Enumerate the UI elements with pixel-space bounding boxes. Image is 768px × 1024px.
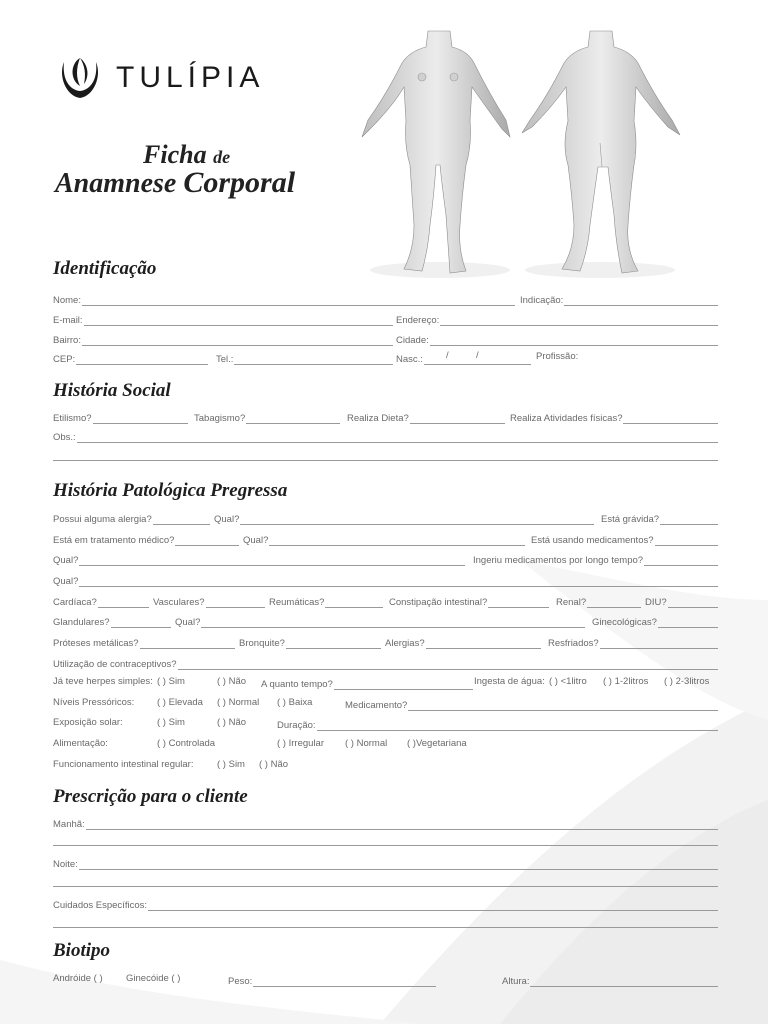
reumaticas-line[interactable] <box>325 597 383 608</box>
ginecoide-option[interactable]: Ginecóide ( ) <box>126 973 181 984</box>
endereco-label: Endereço: <box>396 315 440 326</box>
alergia-label: Possui alguma alergia? <box>53 514 152 525</box>
tratamento-label: Está em tratamento médico? <box>53 535 175 546</box>
ginecologicas-field[interactable] <box>592 614 718 628</box>
tratamento-qual-line[interactable] <box>269 535 525 546</box>
tabagismo-line[interactable] <box>246 413 340 424</box>
tel-label: Tel.: <box>216 354 234 365</box>
row-obs <box>53 429 718 443</box>
quanto-tempo-label: A quanto tempo? <box>261 679 333 690</box>
intestinal-sim-option[interactable]: ( ) Sim <box>217 759 245 770</box>
dieta-label: Realiza Dieta? <box>347 413 409 424</box>
altura-field[interactable] <box>502 973 718 987</box>
duracao-line[interactable] <box>317 720 718 731</box>
vasculares-label: Vasculares? <box>153 597 205 608</box>
row-biotipo <box>53 973 718 987</box>
alergias-label: Alergias? <box>385 638 425 649</box>
row-alergia <box>53 511 718 525</box>
ginecologicas-line[interactable] <box>658 617 718 628</box>
nasc-field[interactable] <box>396 351 531 365</box>
atividades-line[interactable] <box>623 413 718 424</box>
row-cep <box>53 351 718 365</box>
row-nome <box>53 292 718 306</box>
glandulares-qual-label: Qual? <box>175 617 201 628</box>
cidade-label: Cidade: <box>396 335 429 346</box>
obs-extra-line[interactable] <box>53 460 718 461</box>
agua-label: Ingesta de água: <box>474 676 545 687</box>
etilismo-label: Etilismo? <box>53 413 92 424</box>
row-contraceptivos <box>53 656 718 670</box>
medicamento-label: Medicamento? <box>345 700 408 711</box>
row-noite <box>53 856 718 870</box>
email-line[interactable] <box>84 315 393 326</box>
androide-option[interactable]: Andróide ( ) <box>53 973 103 984</box>
herpes-sim-option[interactable]: ( ) Sim <box>157 676 185 687</box>
manha-extra-line[interactable] <box>53 845 718 846</box>
title-corporal: Corporal <box>183 166 296 199</box>
medicamentos-qual-line[interactable] <box>79 555 465 566</box>
constipacao-line[interactable] <box>488 597 549 608</box>
etilismo-line[interactable] <box>93 413 188 424</box>
alergia-qual-label: Qual? <box>214 514 240 525</box>
reumaticas-field[interactable] <box>269 594 383 608</box>
intestinal-nao-option[interactable]: ( ) Não <box>259 759 289 770</box>
alimentacao-irregular-option[interactable]: ( ) Irregular <box>277 738 324 749</box>
row-exposicao <box>53 717 718 731</box>
bronquite-label: Bronquite? <box>239 638 285 649</box>
row-qual <box>53 573 718 587</box>
atividades-label: Realiza Atividades físicas? <box>510 413 623 424</box>
longo-tempo-qual-label: Qual? <box>53 576 79 587</box>
intestinal-label: Funcionamento intestinal regular: <box>53 759 194 770</box>
title-de: de <box>213 147 231 167</box>
section-biotipo-title: Biotipo <box>53 940 111 961</box>
endereco-field[interactable] <box>396 312 718 326</box>
agua-option-2[interactable]: ( ) 1-2litros <box>603 676 649 687</box>
front-body-figure <box>362 31 510 273</box>
vasculares-line[interactable] <box>206 597 265 608</box>
renal-field[interactable] <box>556 594 641 608</box>
title-ficha: Ficha <box>143 140 207 169</box>
cuidados-label: Cuidados Específicos: <box>53 900 147 911</box>
section-historia-social-title: História Social <box>53 380 171 401</box>
cardiaca-label: Cardíaca? <box>53 597 97 608</box>
cep-label: CEP: <box>53 354 76 365</box>
indicacao-line[interactable] <box>564 295 718 306</box>
nasc-slash-1: / <box>445 350 449 361</box>
reumaticas-label: Reumáticas? <box>269 597 325 608</box>
tratamento-field[interactable] <box>53 532 239 546</box>
pressoricos-label: Níveis Pressóricos: <box>53 697 135 708</box>
nasc-label: Nasc.: <box>396 354 423 365</box>
alergia-field[interactable] <box>53 511 210 525</box>
medicamentos-label: Está usando medicamentos? <box>531 535 654 546</box>
bronquite-line[interactable] <box>286 638 381 649</box>
duracao-label: Duração: <box>277 720 316 731</box>
row-doencas <box>53 594 718 608</box>
row-social <box>53 410 718 424</box>
obs-line[interactable] <box>77 432 718 443</box>
nome-label: Nome: <box>53 295 81 306</box>
cardiaca-field[interactable] <box>53 594 149 608</box>
pressao-normal-option[interactable]: ( ) Normal <box>217 697 260 708</box>
duracao-field[interactable] <box>277 717 718 731</box>
alimentacao-label: Alimentação: <box>53 738 108 749</box>
proteses-line[interactable] <box>140 638 235 649</box>
agua-option-1[interactable]: ( ) <1litro <box>549 676 587 687</box>
manha-label: Manhã: <box>53 819 85 830</box>
ginecologicas-label: Ginecológicas? <box>592 617 657 628</box>
atividades-field[interactable] <box>510 410 718 424</box>
brand-name: TULÍPIA <box>116 61 265 94</box>
email-label: E-mail: <box>53 315 83 326</box>
tratamento-qual-field[interactable] <box>243 532 525 546</box>
medicamentos-field[interactable] <box>531 532 718 546</box>
manha-line[interactable] <box>86 819 718 830</box>
brand-logo <box>58 54 264 102</box>
medicamentos-qual-label: Qual? <box>53 555 79 566</box>
alimentacao-controlada-option[interactable]: ( ) Controlada <box>157 738 216 749</box>
medicamento-field[interactable] <box>345 697 718 711</box>
row-manha <box>53 816 718 830</box>
tulip-logo-icon <box>58 54 102 102</box>
pressao-elevada-option[interactable]: ( ) Elevada <box>157 697 203 708</box>
obs-label: Obs.: <box>53 432 76 443</box>
cuidados-extra-line[interactable] <box>53 927 718 928</box>
row-herpes <box>53 676 718 690</box>
noite-field[interactable] <box>53 856 718 870</box>
agua-option-3[interactable]: ( ) 2-3litros <box>664 676 710 687</box>
dieta-field[interactable] <box>347 410 505 424</box>
alimentacao-normal-option[interactable]: ( ) Normal <box>345 738 388 749</box>
exposicao-nao-option[interactable]: ( ) Não <box>217 717 247 728</box>
constipacao-field[interactable] <box>389 594 549 608</box>
tratamento-qual-label: Qual? <box>243 535 269 546</box>
tabagismo-field[interactable] <box>194 410 340 424</box>
longo-tempo-label: Ingeriu medicamentos por longo tempo? <box>473 555 644 566</box>
exposicao-sim-option[interactable]: ( ) Sim <box>157 717 185 728</box>
row-bairro <box>53 332 718 346</box>
vasculares-field[interactable] <box>153 594 265 608</box>
renal-line[interactable] <box>587 597 641 608</box>
tratamento-line[interactable] <box>175 535 239 546</box>
peso-field[interactable] <box>228 973 436 987</box>
noite-line[interactable] <box>79 859 718 870</box>
alergias-field[interactable] <box>385 635 541 649</box>
contraceptivos-field[interactable] <box>53 656 718 670</box>
obs-field[interactable] <box>53 429 718 443</box>
resfriados-line[interactable] <box>600 638 718 649</box>
resfriados-label: Resfriados? <box>548 638 599 649</box>
row-alimentacao <box>53 738 718 752</box>
email-field[interactable] <box>53 312 393 326</box>
nasc-slash-2: / <box>475 350 479 361</box>
etilismo-field[interactable] <box>53 410 188 424</box>
alimentacao-vegetariana-option[interactable]: ( )Vegetariana <box>407 738 467 749</box>
cidade-line[interactable] <box>430 335 718 346</box>
diu-line[interactable] <box>668 597 718 608</box>
proteses-field[interactable] <box>53 635 235 649</box>
herpes-nao-option[interactable]: ( ) Não <box>217 676 247 687</box>
noite-extra-line[interactable] <box>53 886 718 887</box>
alergia-qual-line[interactable] <box>240 514 594 525</box>
glandulares-qual-field[interactable] <box>175 614 585 628</box>
row-longo-tempo <box>53 552 718 566</box>
tel-field[interactable] <box>216 351 393 365</box>
contraceptivos-label: Utilização de contraceptivos? <box>53 659 177 670</box>
row-proteses <box>53 635 718 649</box>
title-anamnese: Anamnese <box>55 168 177 199</box>
bronquite-field[interactable] <box>239 635 381 649</box>
peso-line[interactable] <box>253 976 436 987</box>
pressao-baixa-option[interactable]: ( ) Baixa <box>277 697 313 708</box>
longo-tempo-line[interactable] <box>644 555 718 566</box>
tabagismo-label: Tabagismo? <box>194 413 246 424</box>
contraceptivos-line[interactable] <box>178 659 718 670</box>
alergias-line[interactable] <box>426 638 541 649</box>
row-email <box>53 312 718 326</box>
tel-line[interactable] <box>234 354 393 365</box>
exposicao-label: Exposição solar: <box>53 717 123 728</box>
row-tratamento <box>53 532 718 546</box>
diu-label: DIU? <box>645 597 667 608</box>
body-figures-illustration <box>350 25 700 280</box>
quanto-tempo-line[interactable] <box>334 679 473 690</box>
peso-label: Peso: <box>228 976 253 987</box>
altura-line[interactable] <box>530 976 718 987</box>
bairro-field[interactable] <box>53 332 393 346</box>
page-title <box>55 140 295 200</box>
cuidados-line[interactable] <box>148 900 718 911</box>
noite-label: Noite: <box>53 859 78 870</box>
herpes-label: Já teve herpes simples: <box>53 676 153 687</box>
row-pressoricos <box>53 697 718 711</box>
medicamentos-line[interactable] <box>655 535 718 546</box>
dieta-line[interactable] <box>410 413 505 424</box>
proteses-label: Próteses metálicas? <box>53 638 139 649</box>
nome-line[interactable] <box>82 295 515 306</box>
nome-field[interactable] <box>53 292 515 306</box>
gravida-label: Está grávida? <box>601 514 660 525</box>
cep-field[interactable] <box>53 351 208 365</box>
diu-field[interactable] <box>645 594 718 608</box>
bairro-label: Bairro: <box>53 335 81 346</box>
manha-field[interactable] <box>53 816 718 830</box>
resfriados-field[interactable] <box>548 635 718 649</box>
section-identificacao-title: Identificação <box>53 258 157 279</box>
cep-line[interactable] <box>76 354 208 365</box>
indicacao-label: Indicação: <box>520 295 564 306</box>
cidade-field[interactable] <box>396 332 718 346</box>
indicacao-field[interactable] <box>520 292 718 306</box>
endereco-line[interactable] <box>440 315 718 326</box>
cuidados-field[interactable] <box>53 897 718 911</box>
medicamentos-qual-field[interactable] <box>53 552 465 566</box>
longo-tempo-qual-line[interactable] <box>79 576 718 587</box>
row-intestinal <box>53 759 718 773</box>
cardiaca-line[interactable] <box>98 597 149 608</box>
alergia-line[interactable] <box>153 514 210 525</box>
glandulares-field[interactable] <box>53 614 171 628</box>
row-cuidados <box>53 897 718 911</box>
glandulares-label: Glandulares? <box>53 617 110 628</box>
gravida-line[interactable] <box>660 514 718 525</box>
glandulares-qual-line[interactable] <box>201 617 585 628</box>
section-prescricao-title: Prescrição para o cliente <box>53 786 248 807</box>
longo-tempo-qual-field[interactable] <box>53 573 718 587</box>
alergia-qual-field[interactable] <box>214 511 594 525</box>
glandulares-line[interactable] <box>111 617 171 628</box>
nasc-line[interactable] <box>424 350 531 365</box>
quanto-tempo-field[interactable] <box>261 676 473 690</box>
renal-label: Renal? <box>556 597 587 608</box>
profissao-label: Profissão: <box>536 351 579 362</box>
back-body-figure <box>522 31 680 273</box>
altura-label: Altura: <box>502 976 530 987</box>
medicamento-line[interactable] <box>408 700 718 711</box>
row-glandulares <box>53 614 718 628</box>
longo-tempo-field[interactable] <box>473 552 718 566</box>
section-patologica-title: História Patológica Pregressa <box>53 480 288 501</box>
bairro-line[interactable] <box>82 335 393 346</box>
constipacao-label: Constipação intestinal? <box>389 597 488 608</box>
gravida-field[interactable] <box>601 511 718 525</box>
